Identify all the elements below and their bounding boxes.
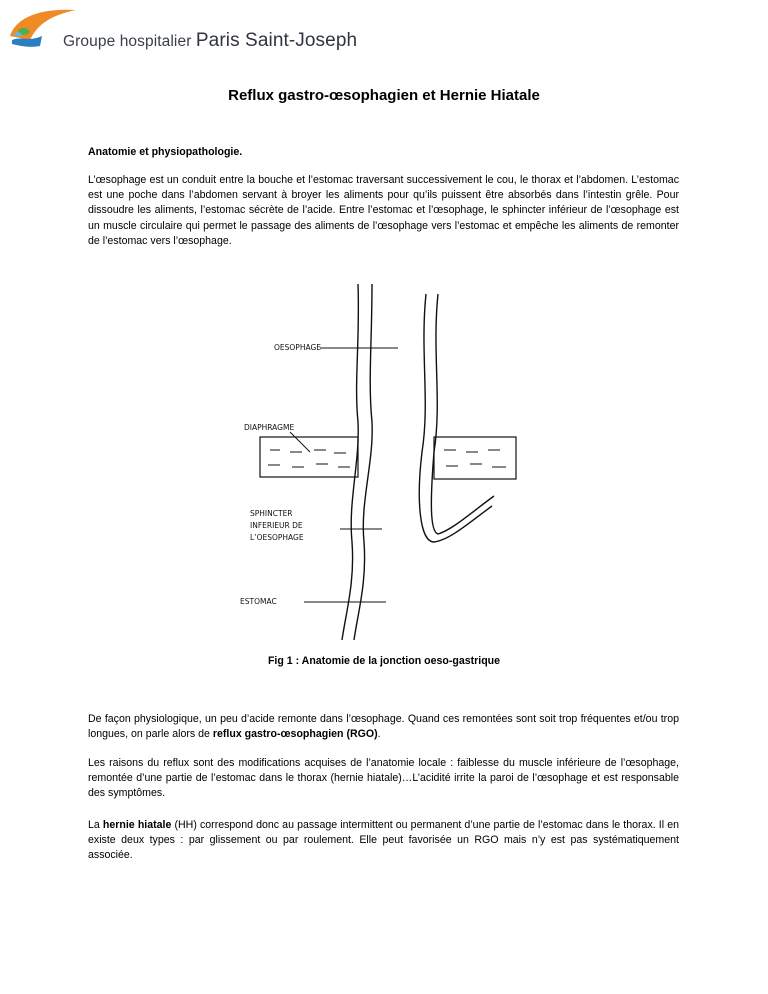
hernie-start: La [88,819,103,831]
organization-name [63,30,357,52]
paragraph-physiology [88,712,679,742]
org-prefix: Groupe hospitalier [63,33,192,50]
paragraph-anatomy: L’œsophage est un conduit entre la bouche et l’estomac traversant successivement le cou, le thorax et l’abdomen. L’estomac est une poche dans l’abdomen servant à broyer les aliments pour qu’ils puissent être absorbés dans l’intestin grêle. Pour dissoudre les aliments, l’estomac sécrète de l’acide. Entre l’estomac et l’œsophage, le sphincter inférieur de l’œsophage est un muscle circulaire qui permet le passage des aliments de l’œsophage vers l’estomac et empêche les aliments de remonter de l’estomac vers l’œsophage. [88,174,679,247]
section-heading: Anatomie et physiopathologie. [88,146,243,158]
rgo-term: reflux gastro-œsophagien (RGO) [212,728,378,741]
label-sphincter-line2: INFERIEUR DE [250,521,303,530]
anatomy-figure [230,272,520,640]
hernie-text: (HH) correspond donc au passage intermittent ou permanent d’une partie de l’estomac dans le thorax. Il en existe deux types : par glissement ou par roulement. Elle peut favorisée un RGO mais n’y est pas systématiquement associée. [88,819,680,862]
label-oesophage: OESOPHAGE [274,343,322,352]
document-title: Reflux gastro-œsophagien et Hernie Hiatale [228,87,540,104]
org-main: Paris Saint-Joseph [195,30,358,51]
paragraph-reflux-causes: Les raisons du reflux sont des modifications acquises de l’anatomie locale : faiblesse du muscle inférieure de l’œsophage, remontée d’une partie de l’estomac dans le thorax (hernie hiatale)…L’acidité irrite la paroi de l’œsophage et est responsable des symptômes. [88,757,679,800]
label-estomac: ESTOMAC [240,597,277,606]
figure-caption: Fig 1 : Anatomie de la jonction oeso-gastrique [267,655,501,667]
physiology-text: De façon physiologique, un peu d’acide remonte dans l’œsophage. Quand ces remontées sont soit trop fréquentes et/ou trop longues, on parle alors de [88,713,679,741]
physiology-end: . [377,728,381,741]
hernie-term: hernie hiatale [102,819,172,831]
label-sphincter-line3: L’OESOPHAGE [250,533,304,542]
label-diaphragme: DIAPHRAGME [244,423,295,432]
page-header [0,0,768,60]
paragraph-hernie [88,818,679,864]
label-sphincter-line1: SPHINCTER [250,509,293,518]
